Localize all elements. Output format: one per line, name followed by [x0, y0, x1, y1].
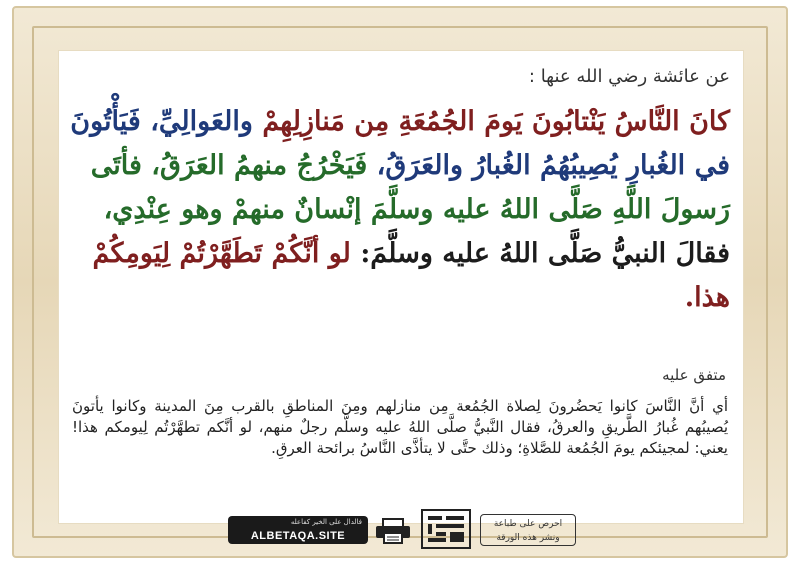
hadith-segment: فَيَخْرُجُ منهمُ العَرَقُ، فأتَى رَسولَ اللَّهِ صَلَّى اللهُ عليه	[90, 150, 730, 225]
hadith-segment: اللهُ عليه وسلَّمَ:	[360, 238, 539, 269]
footer	[228, 508, 578, 550]
print-reminder	[480, 514, 576, 546]
site-tagline: فالدال على الخير كفاعله	[290, 518, 362, 526]
site-url[interactable]: ALBETAQA.SITE	[250, 530, 346, 542]
dawa-paper-logo	[420, 508, 472, 550]
print-reminder-line: ونشر هذه الورقة	[496, 533, 560, 543]
printer-icon	[374, 518, 412, 544]
print-reminder-line: احرص على طباعة	[493, 519, 563, 529]
hadith-text	[68, 100, 730, 320]
narrator-intro: عن عائشة رضي الله عنها :	[528, 66, 730, 87]
site-badge[interactable]	[228, 516, 368, 544]
hadith-segment-prophet-saying: لو أنَّكُمْ تَطَهَّرْتُمْ لِيَومِكُمْ هذا.	[92, 238, 730, 313]
hadith-segment: وسلَّمَ إنْسانٌ منهمْ وهو عِنْدِي،	[103, 194, 434, 225]
hadith-segment: فقالَ النبيُّ صَلَّى	[547, 238, 730, 269]
hadith-segment: كانَ النَّاسُ يَنْتابُونَ يَومَ الجُمُعَةِ مِن مَنازِلِهِمْ	[262, 106, 730, 137]
hadith-segment: والعَوالِيِّ، فَيَأْتُونَ في الغُبارِ يُصِيبُهُمُ الغُبارُ والعَرَقُ،	[70, 106, 730, 181]
explanation-text: أي أنَّ النَّاسَ كانوا يَحضُرونَ لِصلاة الجُمُعة مِن منازلهم ومِنَ المناطقِ بالقرب مِنَ المدينة وكانوا يأتونَ يُصيبُهم غُبارُ الطَّريقِ والعرقُ، فقال النَّبيُّ صلَّى اللهُ عليه وسلَّم رجلٌ منهم، لو أنَّكم تطهَّرْتُم لِيومكم هذا! يعني: لمجيئكم يومَ الجُمُعة للصَّلاةِ؛ وذلك حتَّى لا يتأذَّى النَّاسُ برائحة العرقِ.	[72, 397, 728, 457]
hadith-source: متفق عليه	[662, 366, 726, 384]
